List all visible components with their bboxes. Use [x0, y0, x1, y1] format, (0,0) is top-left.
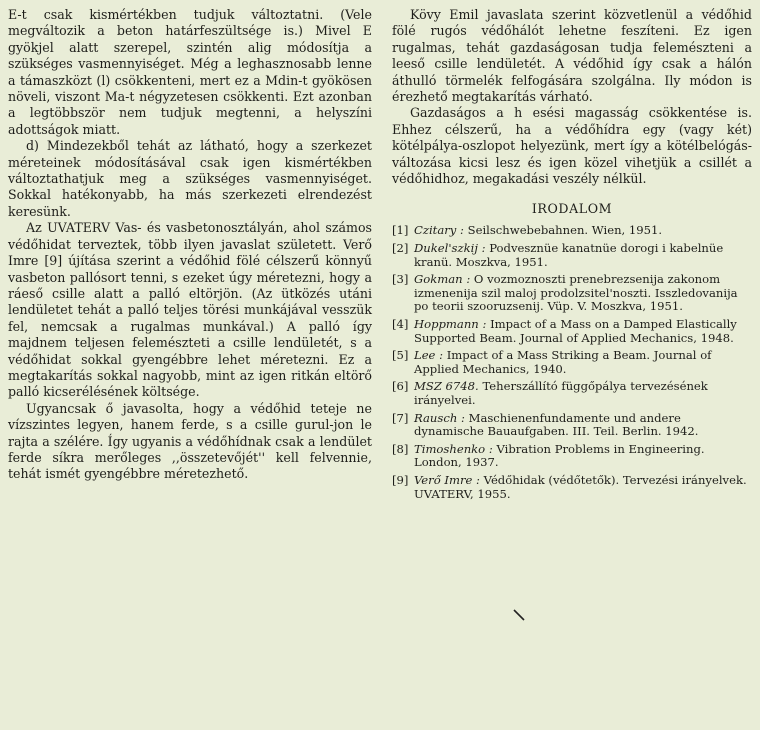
reference-text: Védőhidak (védőtetők). Tervezési irányelvek. UVATERV, 1955. — [414, 472, 747, 501]
left-paragraph: E-t csak kismértékben tudjuk változtatni. (Vele megváltozik a beton határfeszültsége is.) Mivel E gyökjel alatt szerepel, szintén alig módosítja a szükséges vasmennyiséget. Még a leghasznosabb lenne a támaszközt (l) csökkenteni, mert ez a Mdin-t gyökösen növeli, viszont Ma-t négyzetesen csökkenti. Ezt azonban a legtöbbször nem tudjuk megtenni, a helyszíni adottságok miatt. — [8, 7, 372, 137]
right-paragraph: Kövy Emil javaslata szerint közvetlenül a védőhid fölé rugós védőhálót lehetne feszíteni. Ez igen rugalmas, tehát gazdaságosan tudja felemészteni a leeső csille lendületét. A védőhid így csak a hálón áthulló törmelék felfogására szolgálna. Ily módon is érezhető megtakarítás várható. — [392, 7, 752, 105]
reference-text: Vibration Problems in Engineering. London, 1937. — [414, 441, 705, 470]
reference-text: Maschienenfundamente und andere dynamische Bauaufgaben. III. Teil. Berlin. 1942. — [414, 410, 699, 439]
reference-author: Verő Imre : — [414, 472, 480, 487]
reference-item — [392, 443, 752, 470]
reference-text: Impact of a Mass on a Damped Elastically Supported Beam. Journal of Applied Mechanics, 1948. — [414, 317, 737, 345]
references-list — [392, 224, 752, 501]
reference-author: Hoppmann : — [414, 317, 487, 332]
reference-item — [392, 273, 752, 314]
right-column — [392, 7, 752, 505]
reference-author: Czitary : — [414, 223, 464, 238]
reference-author: Timoshenko : — [414, 441, 493, 456]
reference-item — [392, 349, 752, 376]
reference-number: [4] — [392, 317, 409, 332]
reference-item — [392, 224, 752, 238]
reference-author: MSZ 6748. — [414, 379, 479, 394]
reference-text: Seilschwebebahnen. Wien, 1951. — [467, 223, 663, 238]
reference-author: Lee : — [414, 348, 444, 363]
reference-item — [392, 318, 752, 345]
reference-number: [9] — [392, 472, 409, 487]
reference-number: [7] — [392, 410, 409, 425]
reference-text: Podvesznüe kanatnüe dorogi i kabelnüe kranü. Moszkva, 1951. — [414, 241, 724, 269]
reference-text: O vozmoznoszti prenebrezsenija zakonom izmenenija szil maloj prodolzsitel'noszti. Isszledovanija po teorii szooruzsenij. Vüp. V. Moszkva, 1951. — [414, 272, 738, 314]
right-paragraphs — [392, 7, 752, 187]
reference-item — [392, 242, 752, 269]
left-paragraph: d) Mindezekből tehát az látható, hogy a szerkezet méreteinek módosításával csak igen kismértékben változtathatjuk meg a szükséges vasmennyiséget. Sokkal hatékonyabb, ha más szerkezeti elrendezést keresünk. — [8, 138, 372, 219]
reference-author: Rausch : — [414, 410, 465, 425]
reference-item — [392, 412, 752, 439]
reference-item — [392, 474, 752, 501]
left-paragraph: Az UVATERV Vas- és vasbetonosztályán, ahol számos védőhidat terveztek, több ilyen javaslat született. Verő Imre [9] újítása szerint a védőhid fölé célszerű könnyű vasbeton pallósort tenni, s ezeket úgy méretezni, hogy a ráeső csille alatt a palló eltörjön. (Az ütközés utáni lendületet tehát a palló teljes törési munkájával vesszük fel, nemcsak a rugalmas munkával.) A palló így majdnem teljesen felemészteti a csille lendületét, s a védőhidat sokkal gyengébbre lehet méretezni. Ez a megtakarítás sokkal nagyobb, mint az igen ritkán eltörő palló kicserélésének költsége. — [8, 220, 372, 400]
reference-author: Dukel'szkij : — [414, 241, 486, 256]
reference-author: Gokman : — [414, 272, 471, 287]
references-heading: IRODALOM — [531, 201, 613, 217]
reference-number: [5] — [392, 348, 409, 363]
left-paragraph: Ugyancsak ő javasolta, hogy a védőhid teteje ne vízszintes legyen, hanem ferde, s a csille gurul-jon le rajta a szélére. Így ugyanis a védőhídnak csak a lendület ferde síkra merőleges ,,összetevőjét'' kell felvennie, tehát ismét gyengébbre méretezhető. — [8, 400, 372, 482]
reference-number: [1] — [392, 223, 409, 238]
left-column — [8, 7, 372, 483]
stray-mark — [512, 608, 526, 622]
reference-number: [6] — [392, 379, 409, 394]
reference-number: [2] — [392, 241, 409, 256]
reference-number: [3] — [392, 272, 409, 287]
reference-text: Teherszállító függőpálya tervezésének irányelvei. — [414, 379, 708, 407]
reference-item — [392, 380, 752, 407]
reference-number: [8] — [392, 441, 409, 456]
right-paragraph: Gazdaságos a h esési magasság csökkentése is. Ehhez célszerű, ha a védőhídra egy (vagy két) kötélpálya-oszlopot helyezünk, mert így a kötélbelógás-változása kicsi lesz és igen közel vihetjük a csillét a védőhidhoz, megakadási veszély nélkül. — [392, 105, 752, 187]
reference-text: Impact of a Mass Striking a Beam. Journal of Applied Mechanics, 1940. — [414, 348, 712, 376]
